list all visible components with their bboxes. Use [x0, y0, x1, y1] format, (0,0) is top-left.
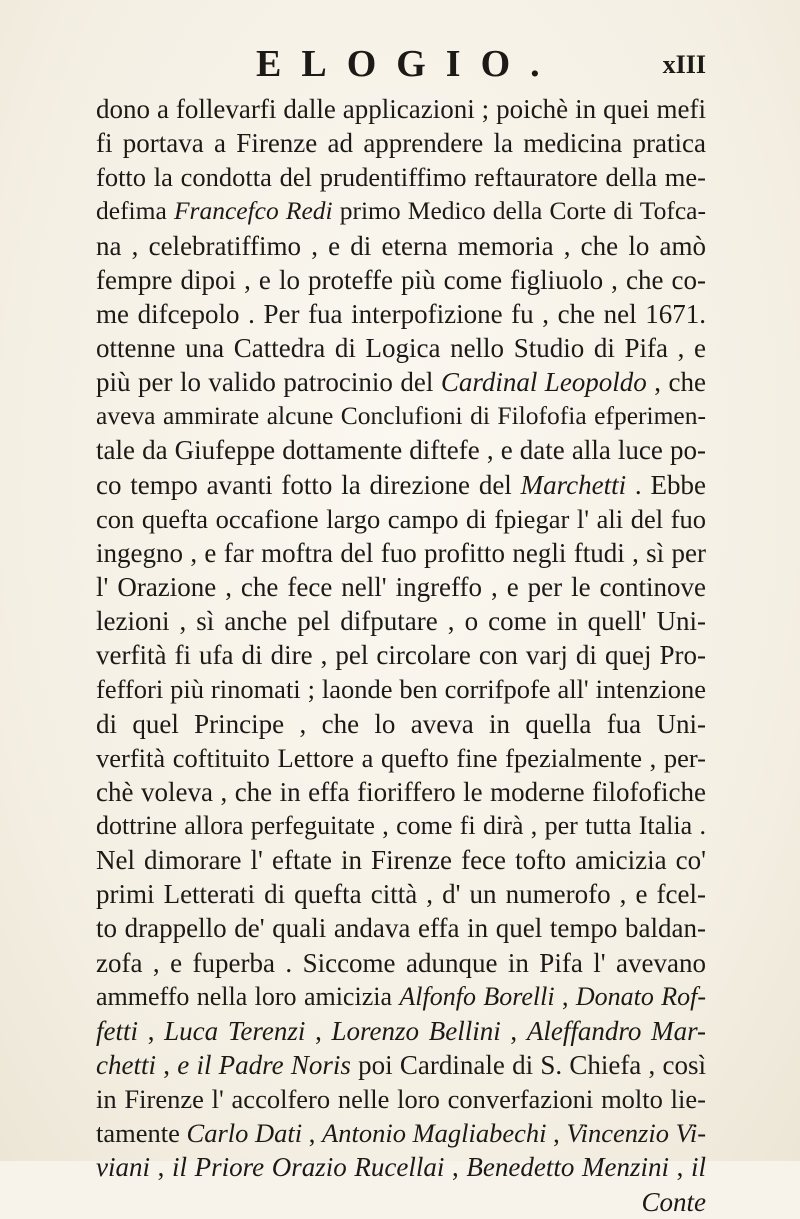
text-run: fi portava a Firenze ad apprendere la medicina pratica [96, 128, 706, 159]
text-line [96, 365, 706, 399]
text-line [96, 1082, 706, 1116]
text-line [96, 809, 706, 843]
text-line [96, 194, 706, 228]
text-run: feffori più rinomati ; laonde ben corrifpofe all' intenzione [96, 674, 706, 705]
text-run: in Firenze l' accolfero nelle loro converfazioni molto lie- [96, 1084, 706, 1115]
text-run: , [302, 1118, 323, 1149]
text-run: verfità fi ufa di dire , pel circolare con varj di quej Pro- [96, 640, 706, 671]
text-run: lezioni , sì anche pel difputare , o come in quell' Uni- [96, 606, 706, 637]
text-run: poi Cardinale di S. Chiefa , così [350, 1049, 707, 1080]
text-line [96, 1014, 706, 1048]
text-line [96, 570, 706, 604]
text-run: ottenne una Cattedra di Logica nello Studio di Pifa , e [96, 332, 706, 363]
text-line [96, 229, 706, 263]
text-line [96, 126, 706, 160]
italic-name: Benedetto Menzini [466, 1152, 669, 1183]
text-line [96, 160, 706, 194]
italic-name: e il Padre Noris [177, 1049, 351, 1080]
body-text [96, 92, 706, 1219]
text-line [96, 92, 706, 126]
text-run: defima [96, 196, 174, 226]
italic-name: Francefco Redi [173, 196, 333, 226]
text-run: ingegno , e far moftra del fuo profitto negli ftudi , sì per [96, 537, 706, 568]
text-line [96, 707, 706, 741]
text-run: , [150, 1152, 173, 1183]
text-run: dono a follevarfi dalle applicazioni ; poichè in quei mefi [96, 94, 706, 124]
text-run: tamente [96, 1118, 187, 1149]
text-line [96, 399, 706, 433]
page-number: xIII [662, 50, 706, 79]
text-line [96, 980, 706, 1014]
italic-name: Luca Terenzi [164, 1015, 306, 1046]
text-line [96, 741, 706, 775]
text-run: tale da Giufeppe dottamente diftefe , e date alla luce po- [96, 435, 706, 466]
text-run: Nel dimorare l' eftate in Firenze fece tofto amicizia co' [96, 845, 706, 876]
text-line [96, 877, 706, 911]
text-run: chè voleva , che in effa fioriffero le moderne filofofiche [96, 776, 706, 807]
text-line [96, 1116, 706, 1150]
text-run: . Ebbe [626, 469, 706, 500]
text-run: aveva ammirate alcune Conclufioni di Filofofia efperimen- [96, 401, 706, 431]
text-run: l' Orazione , che fece nell' ingreffo , e per le continove [96, 571, 706, 602]
text-run: con quefta occafione largo campo di fpiegar l' ali del fuo [96, 503, 706, 534]
text-run: primi Letterati di quefta città , d' un numerofo , e fcel- [96, 879, 706, 910]
running-title: ELOGIO. [256, 43, 560, 85]
italic-name: Alfonfo Borelli [399, 981, 555, 1011]
text-run: , [546, 1118, 567, 1149]
page-header [96, 40, 706, 88]
text-run: dottrine allora perfeguitate , come fi dirà , per tutta Italia . [96, 810, 706, 840]
text-line [96, 297, 706, 331]
italic-name: viani [96, 1152, 150, 1183]
italic-name: Lorenzo Bellini [331, 1015, 501, 1046]
italic-name: Marchetti [520, 469, 627, 500]
text-run: , [500, 1015, 527, 1046]
text-line [96, 433, 706, 467]
text-run: , [444, 1152, 467, 1183]
text-run: , [554, 981, 576, 1011]
italic-name: chetti [96, 1049, 156, 1080]
text-line [96, 468, 706, 502]
italic-name: Carlo Dati [186, 1118, 303, 1149]
text-line [96, 331, 706, 365]
italic-name: il [691, 1152, 707, 1183]
text-run: primo Medico della Corte di Tofca- [332, 196, 706, 226]
text-line [96, 502, 706, 536]
text-run: na , celebratiffimo , e di eterna memoria , che lo amò [96, 230, 706, 261]
text-line [96, 638, 706, 672]
text-line [96, 263, 706, 297]
italic-name: Cardinal Leopoldo [440, 367, 647, 398]
italic-name: Aleffandro Mar- [526, 1015, 707, 1046]
text-run: , che [646, 367, 706, 398]
text-line [96, 1185, 706, 1219]
text-line [96, 946, 706, 980]
text-line [96, 1048, 706, 1082]
text-run: , [305, 1015, 332, 1046]
text-run: , [668, 1152, 691, 1183]
text-line [96, 536, 706, 570]
text-run: me difcepolo . Per fua interpofizione fu , che nel 1671. [96, 298, 706, 329]
text-run: di quel Principe , che lo aveva in quella fua Uni- [96, 708, 706, 739]
text-line [96, 1150, 706, 1184]
italic-name: il Priore Orazio Rucellai [172, 1152, 445, 1183]
text-run: più per lo valido patrocinio del [96, 367, 441, 398]
italic-name: Donato Rof- [575, 981, 707, 1011]
text-line [96, 775, 706, 809]
italic-name: Antonio Magliabechi [322, 1118, 547, 1149]
text-run: to drappello de' quali andava effa in quel tempo baldan- [96, 913, 706, 944]
italic-name: Vincenzio Vi- [566, 1118, 707, 1149]
text-run: fempre dipoi , e lo proteffe più come figliuolo , che co- [96, 264, 706, 295]
text-run: verfità coftituito Lettore a quefto fine fpezialmente , per- [96, 742, 706, 773]
text-run: , [155, 1049, 178, 1080]
text-line [96, 604, 706, 638]
text-run: zofa , e fuperba . Siccome adunque in Pifa l' avevano [96, 947, 706, 978]
text-run: co tempo avanti fotto la direzione del [96, 469, 521, 500]
text-run: fotto la condotta del prudentiffimo reftauratore della me- [96, 162, 706, 193]
text-line [96, 843, 706, 877]
text-line [96, 911, 706, 945]
italic-name: Conte [641, 1186, 706, 1217]
text-run: , [138, 1015, 165, 1046]
text-run: ammeffo nella loro amicizia [96, 981, 400, 1011]
text-line [96, 672, 706, 706]
italic-name: fetti [96, 1015, 138, 1046]
